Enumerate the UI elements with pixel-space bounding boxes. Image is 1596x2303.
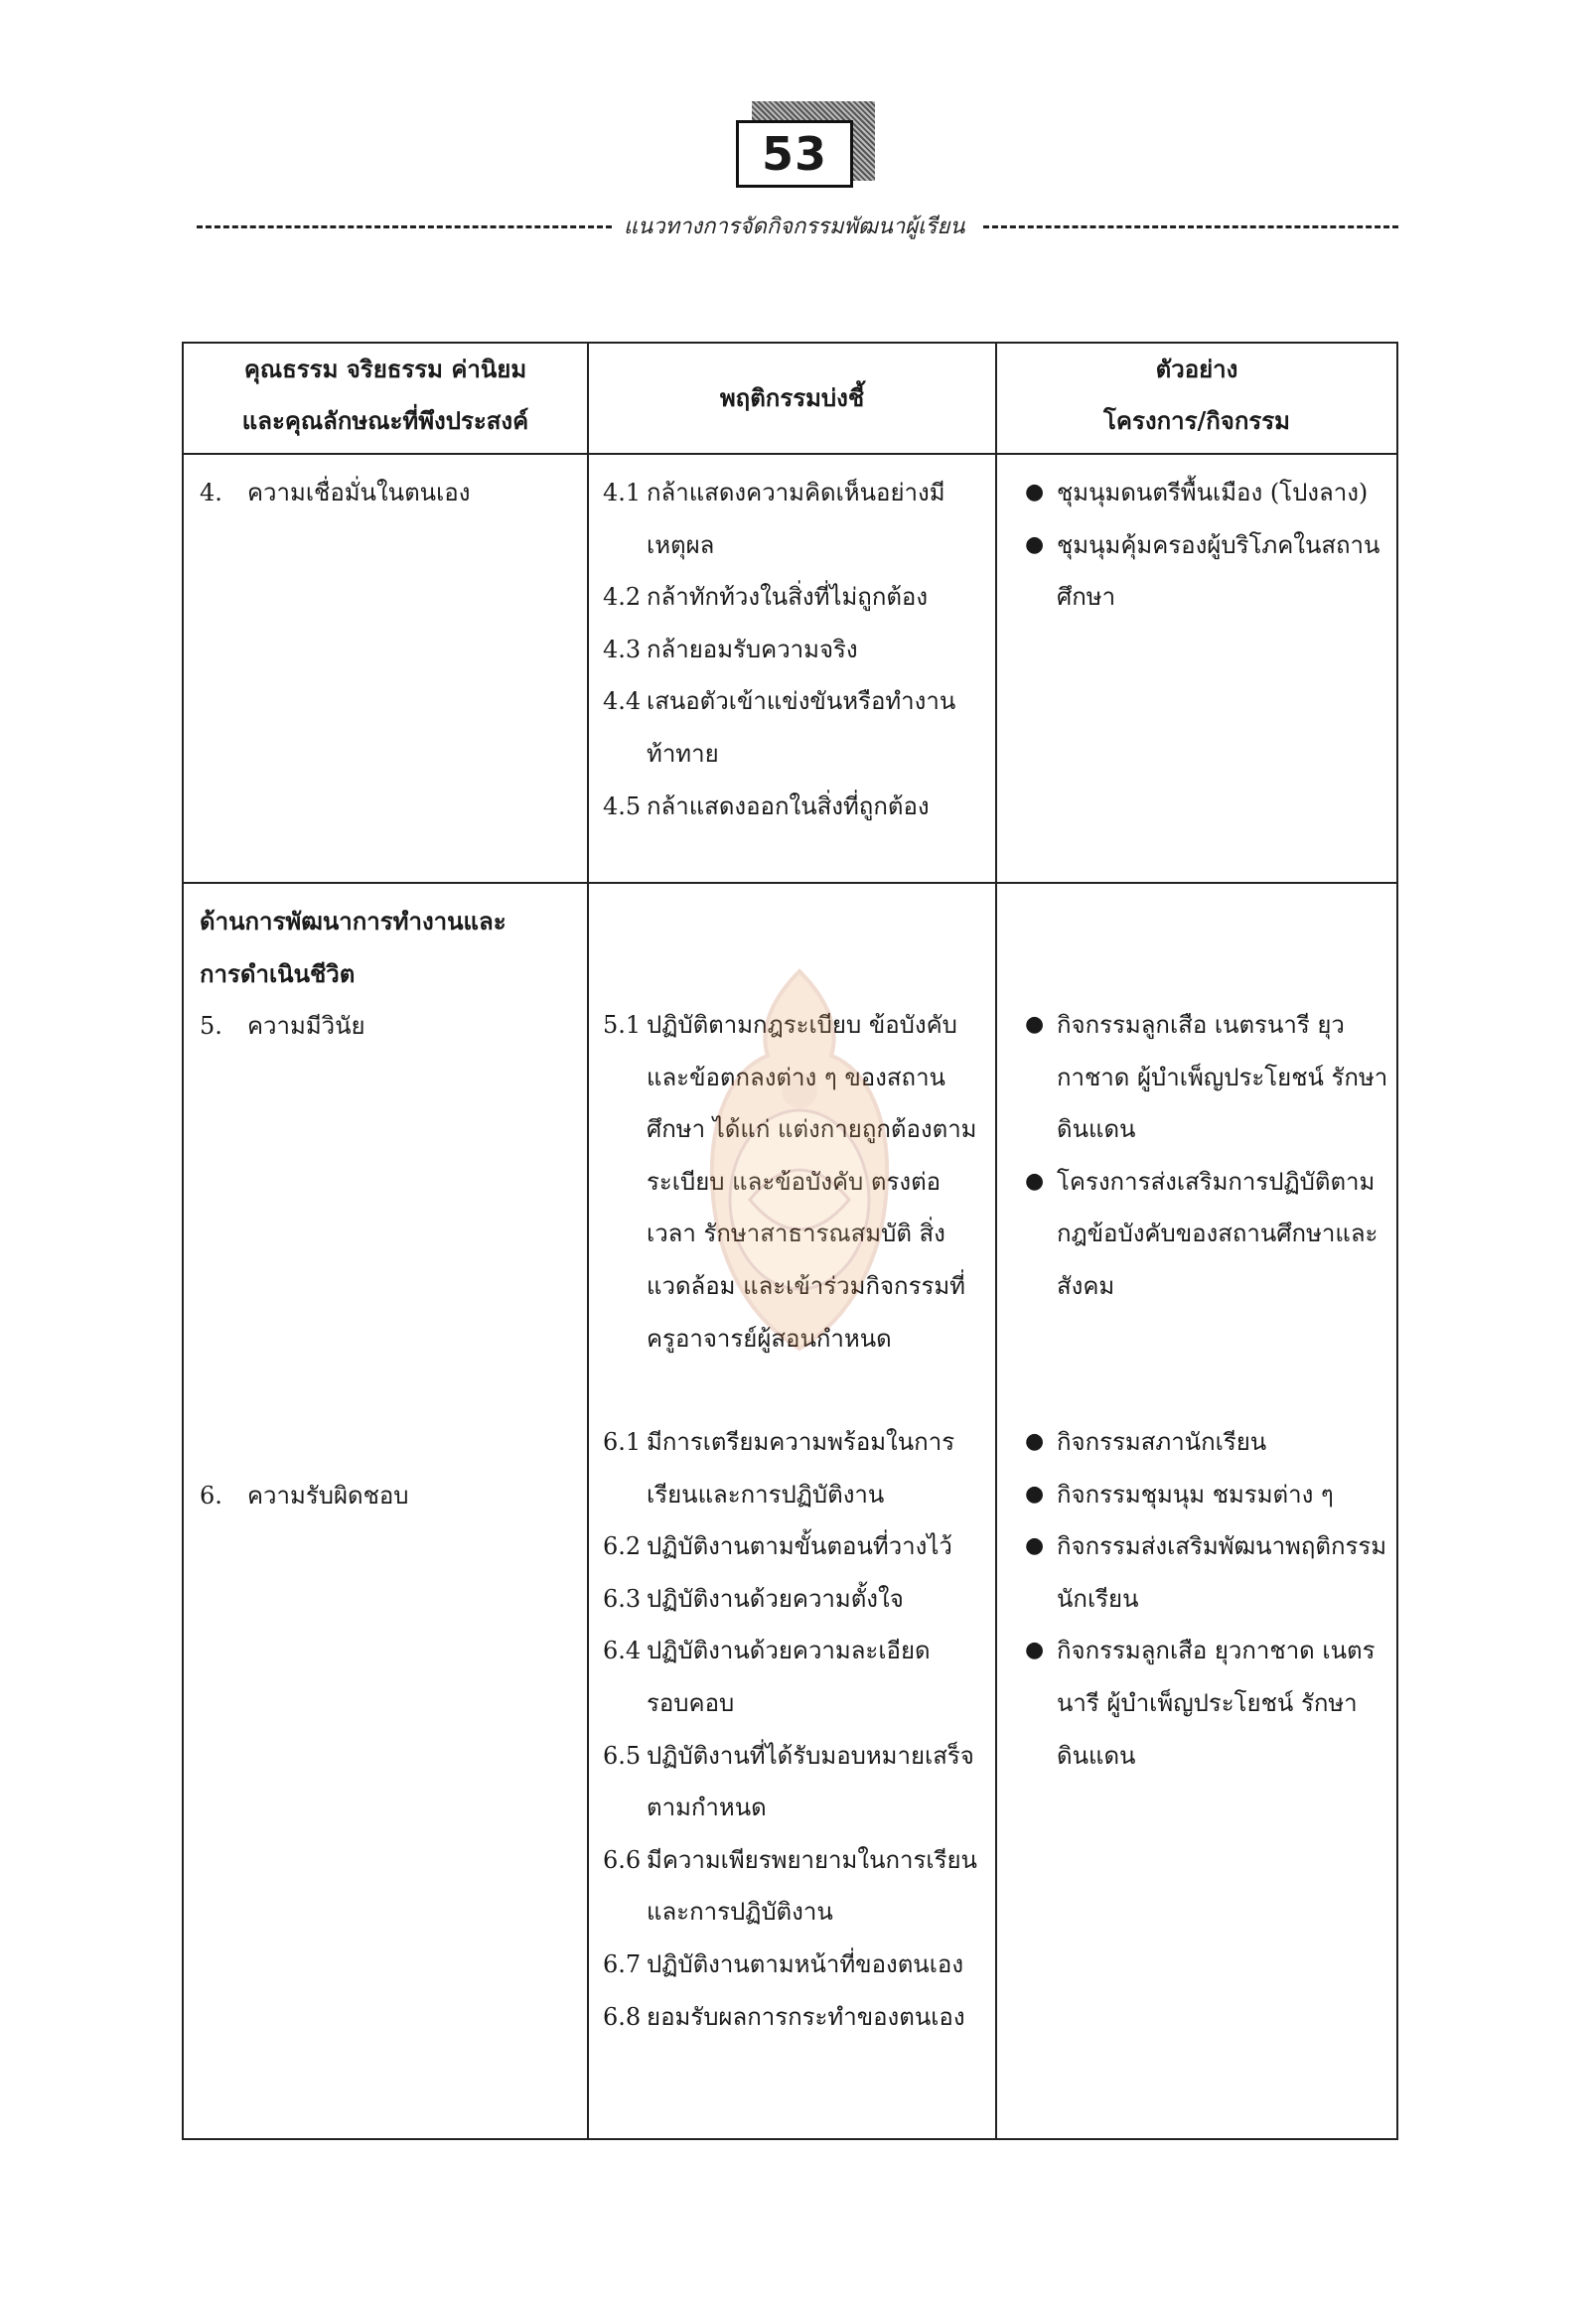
behavior-text: มีความเพียรพยายามในการเรียนและการปฏิบัติงาน xyxy=(647,1845,977,1927)
behavior-item xyxy=(603,1730,995,1834)
example-item xyxy=(1011,999,1396,1156)
example-text: ชุมนุมคุ้มครองผู้บริโภคในสถานศึกษา xyxy=(1057,530,1380,612)
section-title-line1: ด้านการพัฒนาการทำงานและ xyxy=(200,907,507,936)
behavior-number: 6.7 xyxy=(603,1949,642,1978)
row5-title: ความมีวินัย xyxy=(247,1012,365,1041)
values-table xyxy=(182,342,1398,2140)
behavior-text: กล้ายอมรับความจริง xyxy=(647,635,858,663)
behavior-text: ปฏิบัติงานตามหน้าที่ของตนเอง xyxy=(647,1949,964,1978)
row6-title: ความรับผิดชอบ xyxy=(247,1481,409,1510)
behavior-number: 6.2 xyxy=(603,1532,642,1561)
header-rule-left xyxy=(197,225,612,228)
example-text: กิจกรรมส่งเสริมพัฒนาพฤติกรรมนักเรียน xyxy=(1057,1532,1387,1613)
example-item xyxy=(1011,1469,1396,1521)
behavior-number: 6.5 xyxy=(603,1741,642,1770)
row4-behaviors xyxy=(588,454,996,883)
behavior-item xyxy=(603,1416,995,1520)
header-col1-line1: คุณธรรม จริยธรรม ค่านิยม xyxy=(243,355,527,383)
behavior-number: 4.4 xyxy=(603,687,642,716)
behavior-text: ปฏิบัติตามกฎระเบียบ ข้อบังคับและข้อตกลงต่าง ๆ ของสถานศึกษา ได้แก่ แต่งกายถูกต้องตามระเบียบ และข้อบังคับ ตรงต่อเวลา รักษาสาธารณสมบัติ สิ่งแวดล้อม และเข้าร่วมกิจกรรมที่ครูอาจารย์ผู้สอนกำหนด xyxy=(647,1011,977,1353)
behavior-item xyxy=(603,1520,995,1573)
bullet-icon: ● xyxy=(1025,1168,1045,1194)
example-item xyxy=(1011,1156,1396,1313)
example-text: กิจกรรมลูกเสือ ยุวกาชาด เนตรนารี ผู้บำเพ็ญประโยชน์ รักษาดินแดน xyxy=(1057,1637,1376,1770)
behavior-number: 4.2 xyxy=(603,583,642,612)
header-col2-label: พฤติกรรมบ่งชี้ xyxy=(719,383,865,412)
example-item xyxy=(1011,467,1396,519)
behavior-text: กล้าแสดงความคิดเห็นอย่างมีเหตุผล xyxy=(647,479,945,559)
bullet-icon: ● xyxy=(1025,531,1045,557)
bullet-icon: ● xyxy=(1025,1638,1045,1663)
row5-number: 5. xyxy=(200,1012,222,1041)
example-item xyxy=(1011,1416,1396,1469)
table-header-row xyxy=(183,343,1397,454)
behavior-number: 6.4 xyxy=(603,1637,642,1665)
behavior-number: 6.6 xyxy=(603,1845,642,1874)
header-col1-line2: และคุณลักษณะที่พึงประสงค์ xyxy=(241,406,529,435)
header-col-behaviors xyxy=(588,343,996,454)
behavior-item xyxy=(603,675,995,780)
row5-6-behaviors xyxy=(588,883,996,2139)
row6-number: 6. xyxy=(200,1481,222,1510)
header-col-examples xyxy=(996,343,1397,454)
behavior-item xyxy=(603,1939,995,1991)
behavior-item xyxy=(603,1625,995,1729)
example-item xyxy=(1011,1520,1396,1625)
behavior-text: ปฏิบัติงานที่ได้รับมอบหมายเสร็จตามกำหนด xyxy=(647,1741,974,1822)
behavior-number: 5.1 xyxy=(603,1011,642,1039)
bullet-icon: ● xyxy=(1025,1481,1045,1507)
behavior-item xyxy=(603,999,995,1416)
bullet-icon: ● xyxy=(1025,1429,1045,1454)
section-work-life xyxy=(183,883,588,2139)
behavior-item xyxy=(603,781,995,833)
behavior-item xyxy=(603,1573,995,1626)
section-title-line2: การดำเนินชีวิต xyxy=(200,958,356,988)
example-text: โครงการส่งเสริมการปฏิบัติตามกฎข้อบังคับของสถานศึกษาและสังคม xyxy=(1057,1167,1378,1300)
behavior-text: เสนอตัวเข้าแข่งขันหรือทำงานท้าทาย xyxy=(647,687,956,768)
row5-value xyxy=(200,1000,587,1053)
row4-number: 4. xyxy=(200,479,222,506)
behavior-text: กล้าแสดงออกในสิ่งที่ถูกต้อง xyxy=(647,792,930,820)
bullet-icon: ● xyxy=(1025,480,1045,504)
header-col3-line1: ตัวอย่าง xyxy=(1155,355,1238,383)
behavior-text: ยอมรับผลการกระทำของตนเอง xyxy=(647,2002,965,2031)
behavior-number: 4.1 xyxy=(603,479,642,506)
row4-examples xyxy=(996,454,1397,883)
example-item xyxy=(1011,1625,1396,1782)
row6-value xyxy=(200,1470,587,1522)
behavior-item xyxy=(603,571,995,624)
behavior-item xyxy=(603,624,995,676)
row5-6-examples xyxy=(996,883,1397,2139)
page-number: 53 xyxy=(736,120,853,188)
table-row xyxy=(183,454,1397,883)
example-text: กิจกรรมสภานักเรียน xyxy=(1057,1428,1267,1456)
header-col3-line2: โครงการ/กิจกรรม xyxy=(1103,406,1290,435)
behavior-text: ปฏิบัติงานด้วยความละเอียดรอบคอบ xyxy=(647,1637,931,1717)
header-col-values xyxy=(183,343,588,454)
table-row xyxy=(183,883,1397,2139)
behavior-item xyxy=(603,1834,995,1939)
behavior-number: 6.8 xyxy=(603,2002,642,2031)
header-rule-right xyxy=(983,225,1398,228)
behavior-number: 4.3 xyxy=(603,635,642,663)
behavior-text: มีการเตรียมความพร้อมในการเรียนและการปฏิบัติงาน xyxy=(647,1428,955,1509)
running-header: แนวทางการจัดกิจกรรมพัฒนาผู้เรียน xyxy=(624,215,965,239)
bullet-icon: ● xyxy=(1025,1012,1045,1037)
behavior-item xyxy=(603,1991,995,2044)
row4-title: ความเชื่อมั่นในตนเอง xyxy=(247,479,471,506)
row4-value xyxy=(183,454,588,883)
behavior-item xyxy=(603,467,995,571)
example-text: ชุมนุมดนตรีพื้นเมือง (โปงลาง) xyxy=(1057,479,1369,506)
behavior-number: 6.3 xyxy=(603,1584,642,1613)
example-text: กิจกรรมลูกเสือ เนตรนารี ยุวกาชาด ผู้บำเพ็ญประโยชน์ รักษาดินแดน xyxy=(1057,1011,1388,1144)
bullet-icon: ● xyxy=(1025,1533,1045,1559)
behavior-text: ปฏิบัติงานด้วยความตั้งใจ xyxy=(647,1584,904,1613)
behavior-text: กล้าทักท้วงในสิ่งที่ไม่ถูกต้อง xyxy=(647,583,929,612)
behavior-number: 6.1 xyxy=(603,1428,642,1456)
example-text: กิจกรรมชุมนุม ชมรมต่าง ๆ xyxy=(1057,1480,1334,1509)
example-item xyxy=(1011,519,1396,624)
behavior-number: 4.5 xyxy=(603,792,642,820)
behavior-text: ปฏิบัติงานตามขั้นตอนที่วางไว้ xyxy=(647,1532,952,1561)
